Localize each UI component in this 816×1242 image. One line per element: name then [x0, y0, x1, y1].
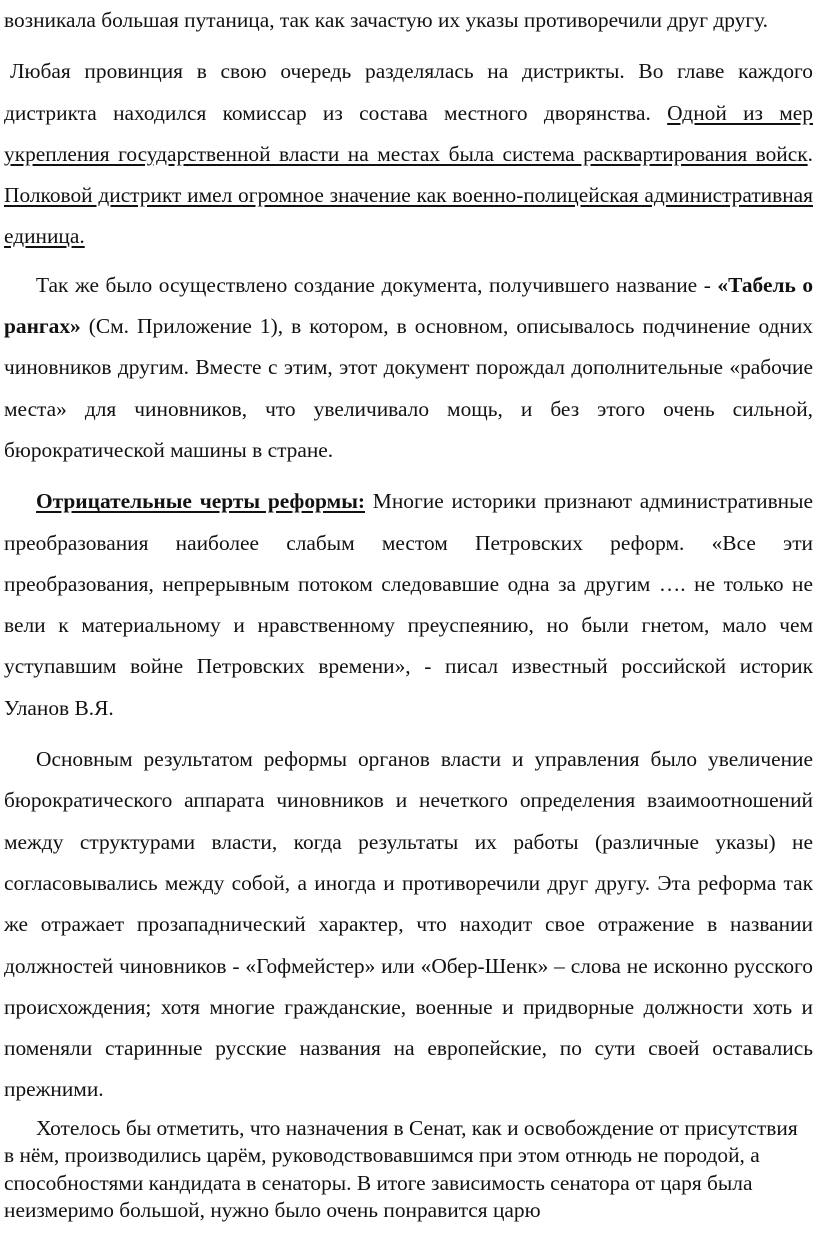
provinces-text: Любая провинция в свою очередь разделялась на дистрикты. Во главе каждого дистрикта находился комиссар из состава местного дворянства.	[4, 59, 813, 125]
table-of-ranks-intro: Так же было осуществлено создание документа, получившего название -	[36, 272, 718, 297]
table-of-ranks-body: (См. Приложение 1), в котором, в основном, описывалось подчинение одних чиновников другим. Вместе с этим, этот документ порождал дополнительные «рабочие места» для чиновников, что увеличивало мощь, и без этого очень сильной, бюрократической машины в стране.	[4, 314, 813, 462]
table-of-ranks-title: «Табель о рангах»	[4, 272, 814, 339]
paragraph-table-of-ranks	[4, 265, 813, 471]
paragraph-senate: Хотелось бы отметить, что назначения в Сенат, как и освобождение от присутствия в нём, производились царём, руководствовавшимся при этом отнюдь не породой, а способностями кандидата в сенаторы. В итоге зависимость сенатора от царя была неизмеримо большой, нужно было очень понравится царю	[4, 1115, 798, 1222]
negative-features-body: Многие историки признают административные преобразования наиболее слабым местом Петровских реформ. «Все эти преобразования, непрерывным потоком следовавшие одна за другим …. не только не вели к материальному и нравственному преуспеянию, но были гнетом, мало чем уступавшим войне Петровских времени», - писал известный российской историк Уланов В.Я.	[4, 489, 813, 720]
period-text: .	[807, 141, 813, 166]
paragraph-provinces	[4, 51, 813, 257]
paragraph-continuation: возникала большая путаница, так как зачастую их указы противоречили друг другу.	[4, 8, 769, 32]
underlined-quartering-text: Одной из мер укрепления государственной власти на местах была система расквартирования войск	[4, 100, 813, 166]
underlined-regimental-text: Полковой дистрикт имел огромное значение как военно-полицейская административная единица.	[4, 183, 813, 249]
negative-features-heading: Отрицательные черты реформы:	[36, 489, 366, 514]
paragraph-negative-features	[4, 481, 813, 729]
paragraph-main-result: Основным результатом реформы органов власти и управления было увеличение бюрократического аппарата чиновников и нечеткого определения взаимоотношений между структурами власти, когда результаты их работы (различные указы) не согласовывались между собой, а иногда и противоречили друг другу. Эта реформа так же отражает прозападнический характер, что находит свое отражение в названии должностей чиновников - «Гофмейстер» или «Обер-Шенк» – слова не исконно русского происхождения; хотя многие гражданские, военные и придворные должности хоть и поменяли старинные русские названия на европейские, по сути своей оставались прежними.	[4, 747, 813, 1102]
